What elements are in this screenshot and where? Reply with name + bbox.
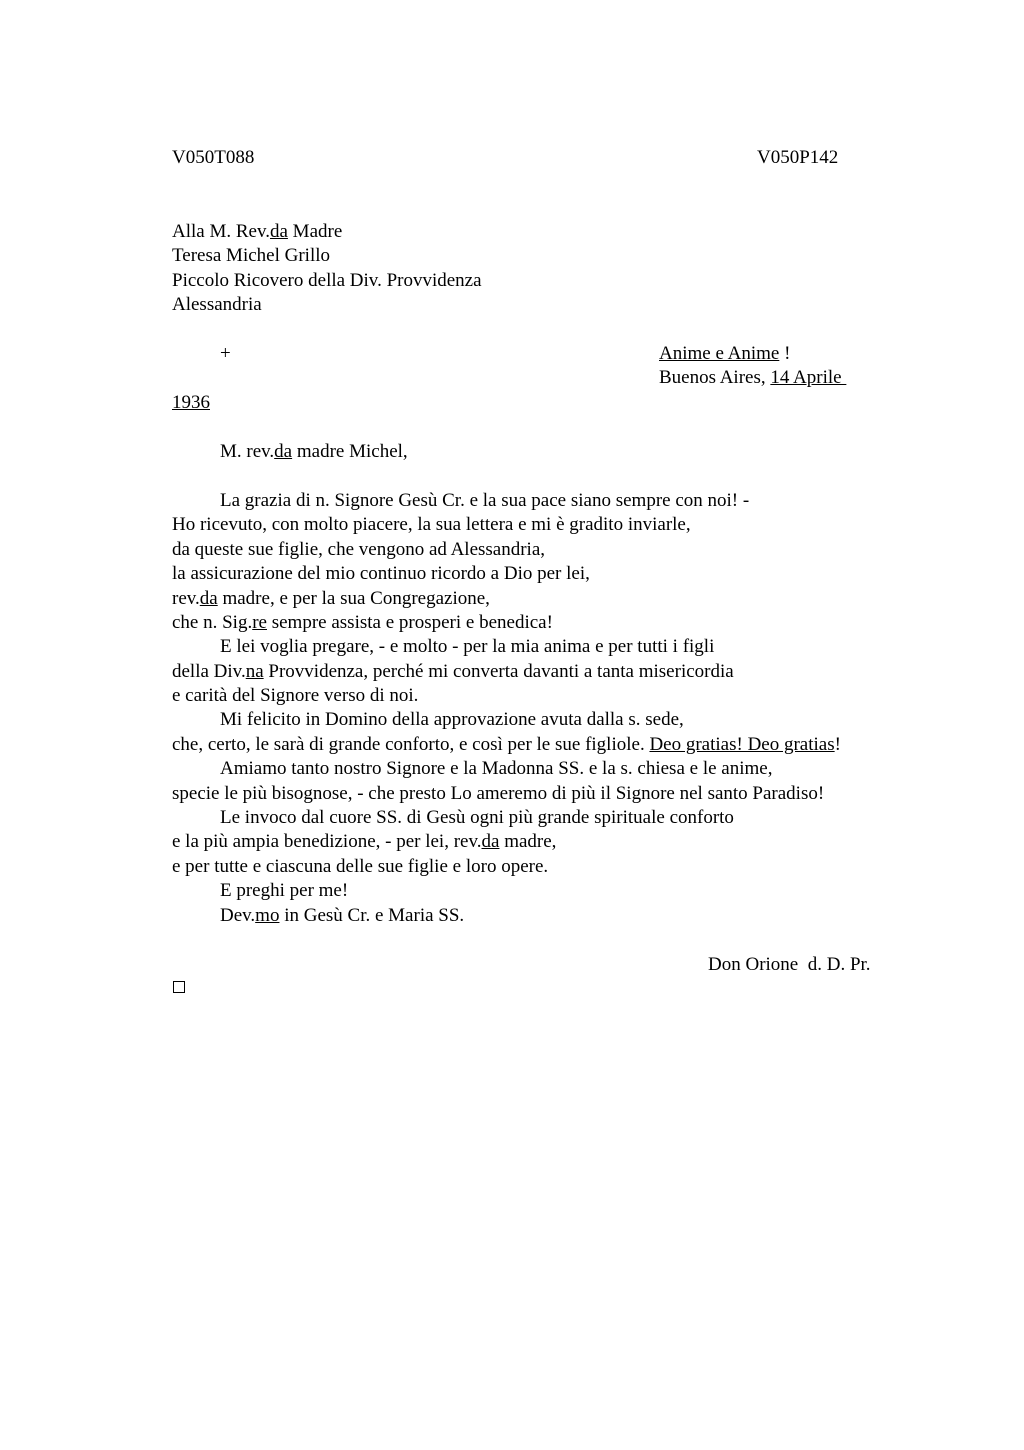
body-line: e carità del Signore verso di noi.	[172, 685, 419, 706]
body-line: e la più ampia benedizione, - per lei, rev.da madre,	[172, 831, 557, 852]
closing-line: Dev.mo in Gesù Cr. e Maria SS.	[220, 905, 465, 926]
place-date: Buenos Aires, 14 Aprile	[659, 367, 847, 388]
salutation: M. rev.da madre Michel,	[220, 441, 408, 462]
document-code-right: V050P142	[757, 147, 839, 168]
body-line: Ho ricevuto, con molto piacere, la sua lettera e mi è gradito inviarle,	[172, 514, 691, 535]
body-line: Amiamo tanto nostro Signore e la Madonna SS. e la s. chiesa e le anime,	[220, 758, 773, 779]
body-line: rev.da madre, e per la sua Congregazione,	[172, 588, 490, 609]
document-code-left: V050T088	[172, 147, 255, 168]
body-line: della Div.na Provvidenza, perché mi converta davanti a tanta misericordia	[172, 661, 734, 682]
body-line: specie le più bisognose, - che presto Lo ameremo di più il Signore nel santo Paradiso!	[172, 783, 825, 804]
body-line: Le invoco dal cuore SS. di Gesù ogni più grande spirituale conforto	[220, 807, 734, 828]
square-icon	[173, 981, 185, 993]
body-line: che n. Sig.re sempre assista e prosperi e benedica!	[172, 612, 553, 633]
body-line: la assicurazione del mio continuo ricordo a Dio per lei,	[172, 563, 590, 584]
address-line-2: Teresa Michel Grillo	[172, 245, 331, 266]
body-line: e per tutte e ciascuna delle sue figlie e loro opere.	[172, 856, 549, 877]
address-line-1: Alla M. Rev.da Madre	[172, 221, 343, 242]
motto: Anime e Anime !	[659, 343, 791, 364]
body-line: Mi felicito in Domino della approvazione avuta dalla s. sede,	[220, 709, 684, 730]
body-line: da queste sue figlie, che vengono ad Alessandria,	[172, 539, 546, 560]
body-line: E preghi per me!	[220, 880, 349, 901]
body-line: E lei voglia pregare, - e molto - per la mia anima e per tutti i figli	[220, 636, 715, 657]
signature: Don Orione d. D. Pr.	[708, 954, 871, 975]
address-line-3: Piccolo Ricovero della Div. Provvidenza	[172, 270, 482, 291]
address-line-4: Alessandria	[172, 294, 262, 315]
body-line: La grazia di n. Signore Gesù Cr. e la sua pace siano sempre con noi! -	[220, 490, 750, 511]
cross-symbol: +	[220, 343, 231, 364]
date-year: 1936	[172, 392, 210, 413]
body-line: che, certo, le sarà di grande conforto, e così per le sue figliole. Deo gratias! Deo gratias!	[172, 734, 841, 755]
